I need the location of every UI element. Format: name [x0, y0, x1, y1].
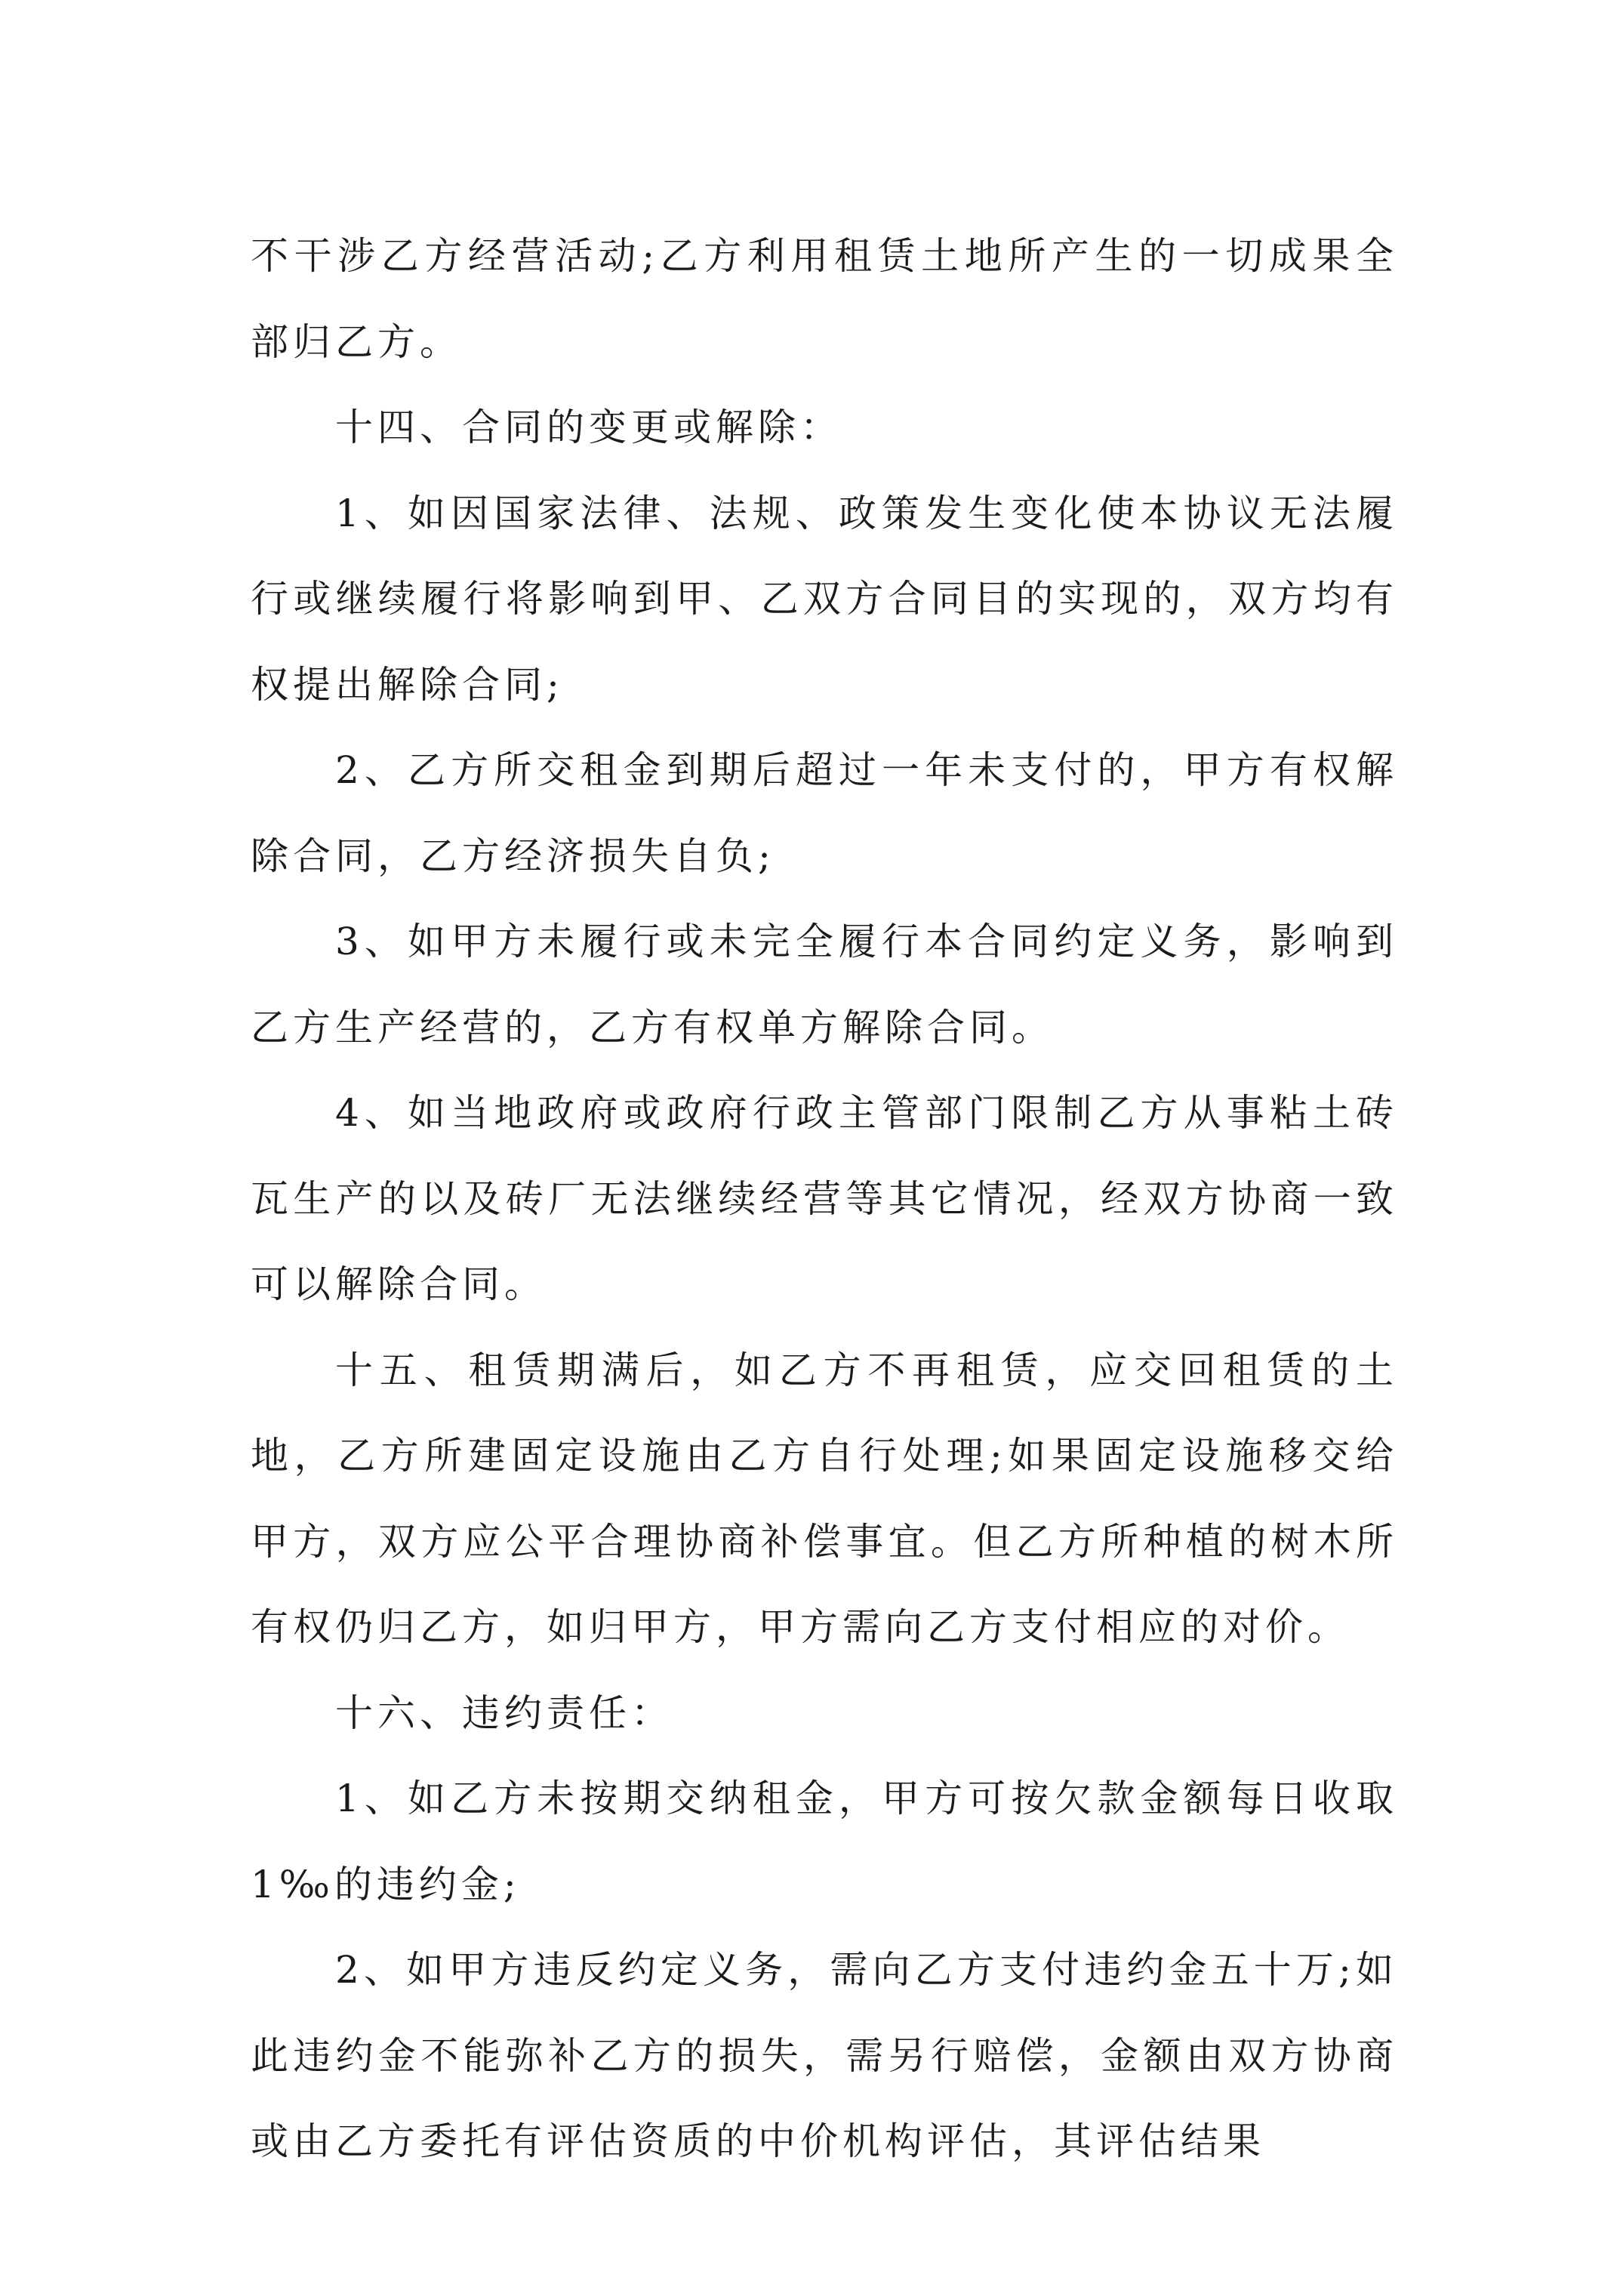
clause-16-2: 2、如甲方违反约定义务，需向乙方支付违约金五十万;如此违约金不能弥补乙方的损失，需另行赔偿，金额由双方协商或由乙方委托有评估资质的中价机构评估，其评估结果 — [251, 1948, 1398, 2163]
clause-14-1: 1、如因国家法律、法规、政策发生变化使本协议无法履行或继续履行将影响到甲、乙双方合同目的实现的，双方均有权提出解除合同; — [251, 491, 1398, 707]
clause-14-4: 4、如当地政府或政府行政主管部门限制乙方从事粘土砖瓦生产的以及砖厂无法继续经营等其它情况，经双方协商一致可以解除合同。 — [251, 1091, 1398, 1306]
paragraph-1: 不干涉乙方经营活动;乙方利用租赁土地所产生的一切成果全部归乙方。 — [251, 234, 1398, 364]
clause-14-2: 2、乙方所交租金到期后超过一年未支付的，甲方有权解除合同，乙方经济损失自负; — [251, 748, 1398, 878]
document-body — [251, 214, 1398, 2185]
section-heading-14: 十四、合同的变更或解除： — [335, 405, 842, 449]
clause-16-1: 1、如乙方未按期交纳租金，甲方可按欠款金额每日收取 1‰的违约金; — [251, 1777, 1398, 1906]
section-15: 十五、租赁期满后，如乙方不再租赁，应交回租赁的土地，乙方所建固定设施由乙方自行处理;如果固定设施移交给甲方，双方应公平合理协商补偿事宜。但乙方所种植的树木所有权仍归乙方，如归甲方，甲方需向乙方支付相应的对价。 — [251, 1348, 1398, 1649]
section-heading-16: 十六、违约责任： — [335, 1690, 673, 1735]
clause-14-3: 3、如甲方未履行或未完全履行本合同约定义务，影响到乙方生产经营的，乙方有权单方解除合同。 — [251, 920, 1398, 1049]
